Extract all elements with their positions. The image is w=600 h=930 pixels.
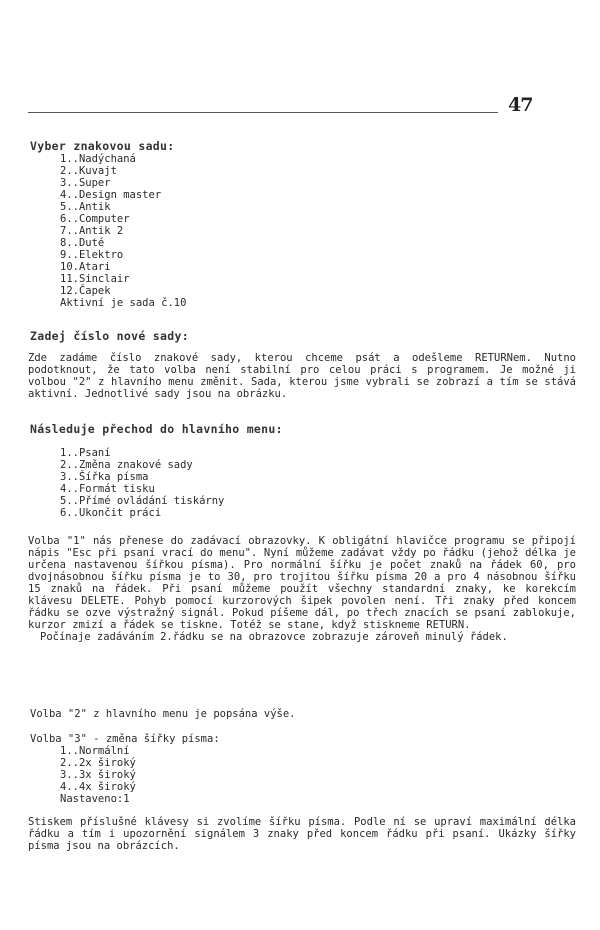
heading-choose-charset: Vyber znakovou sadu: [30, 139, 175, 153]
active-charset-note: Aktivní je sada č.10 [60, 297, 187, 309]
list-item: 10.Atari [60, 261, 111, 273]
width-menu-intro: Volba "3" - změna šířky písma: [30, 733, 220, 745]
header-rule [28, 112, 498, 113]
list-item: 8..Duté [60, 237, 105, 249]
main-menu-list [60, 447, 224, 519]
list-item: 4..Formát tisku [60, 483, 155, 495]
paragraph-text: Počínaje zadáváním 2.řádku se na obrazovce zobrazuje zároveň minulý řádek. [40, 631, 508, 643]
list-item: 5..Přímé ovládání tiskárny [60, 495, 225, 507]
list-item: 7..Antik 2 [60, 225, 124, 237]
paragraph-text: Stiskem příslušné klávesy si zvolíme šířku písma. Podle ní se upraví maximální délka řádku a tím i upozornění signálem 3 znaky před koncem řádku při psaní. Ukázky šířky písma jsou na obrázcích. [28, 816, 576, 852]
list-item: 1..Nadýchaná [60, 153, 136, 165]
font-width-list [60, 745, 136, 805]
list-item: 3..3x široký [60, 769, 136, 781]
paragraph-option-1 [28, 535, 576, 643]
list-item: 4..4x široký [60, 781, 136, 793]
paragraph-charset-entry [28, 352, 576, 400]
heading-main-menu: Následuje přechod do hlavního menu: [30, 422, 283, 436]
charset-list [60, 153, 186, 309]
list-item: 1..Normální [60, 745, 130, 757]
paragraph-text: Volba "1" nás přenese do zadávací obrazovky. K obligátní hlavičce programu se připojí nápis "Esc při psaní vrací do menu". Nyní můžeme zadávat vždy po řádku (jehož délka je určena nastavenou šířkou písma). Pro normální šířku je počet znaků na řádek 60, pro dvojnásobnou šířku písma je to 30, pro trojitou šířku písma 20 a pro 4 násobnou šířku 15 znaků na řádek. Při psaní můžeme použít všechny standardní znaky, ke korekcím klávesu DELETE. Pohyb pomocí kurzorových šipek povolen není. Tři znaky před koncem řádku se ozve výstražný signál. Pokud píšeme dál, po třech znacích se psaní zablokuje, kurzor zmizí a řádek se tiskne. Totéž se stane, když stiskneme RETURN. [28, 535, 576, 631]
paragraph-option-2: Volba "2" z hlavního menu je popsána výše. [30, 708, 296, 720]
list-item: 5..Antik [60, 201, 111, 213]
list-item: 3..Super [60, 177, 111, 189]
list-item: 9..Elektro [60, 249, 124, 261]
heading-enter-charset: Zadej číslo nové sady: [30, 329, 189, 343]
list-item: 1..Psaní [60, 447, 111, 459]
paragraph-text: Zde zadáme číslo znakové sady, kterou chceme psát a odešleme RETURNem. Nutno podotknout, že tato volba není stabilní pro celou práci s programem. Je možné ji volbou "2" z hlavního menu změnit. Sada, kterou jsme vybrali se zobrazí a tím se stává aktivní. Jednotlivé sady jsou na obrázku. [28, 352, 576, 400]
list-item: 3..Šířka písma [60, 471, 149, 483]
list-item: 4..Design master [60, 189, 162, 201]
width-set-note: Nastaveno:1 [60, 793, 130, 805]
list-item: 6..Ukončit práci [60, 507, 162, 519]
list-item: 12.Čapek [60, 285, 111, 297]
list-item: 6..Computer [60, 213, 130, 225]
list-item: 2..2x široký [60, 757, 136, 769]
list-item: 2..Změna znakové sady [60, 459, 193, 471]
page-number: 47 [508, 94, 533, 116]
list-item: 2..Kuvajt [60, 165, 117, 177]
list-item: 11.Sinclair [60, 273, 130, 285]
paragraph-width-select [28, 816, 576, 852]
